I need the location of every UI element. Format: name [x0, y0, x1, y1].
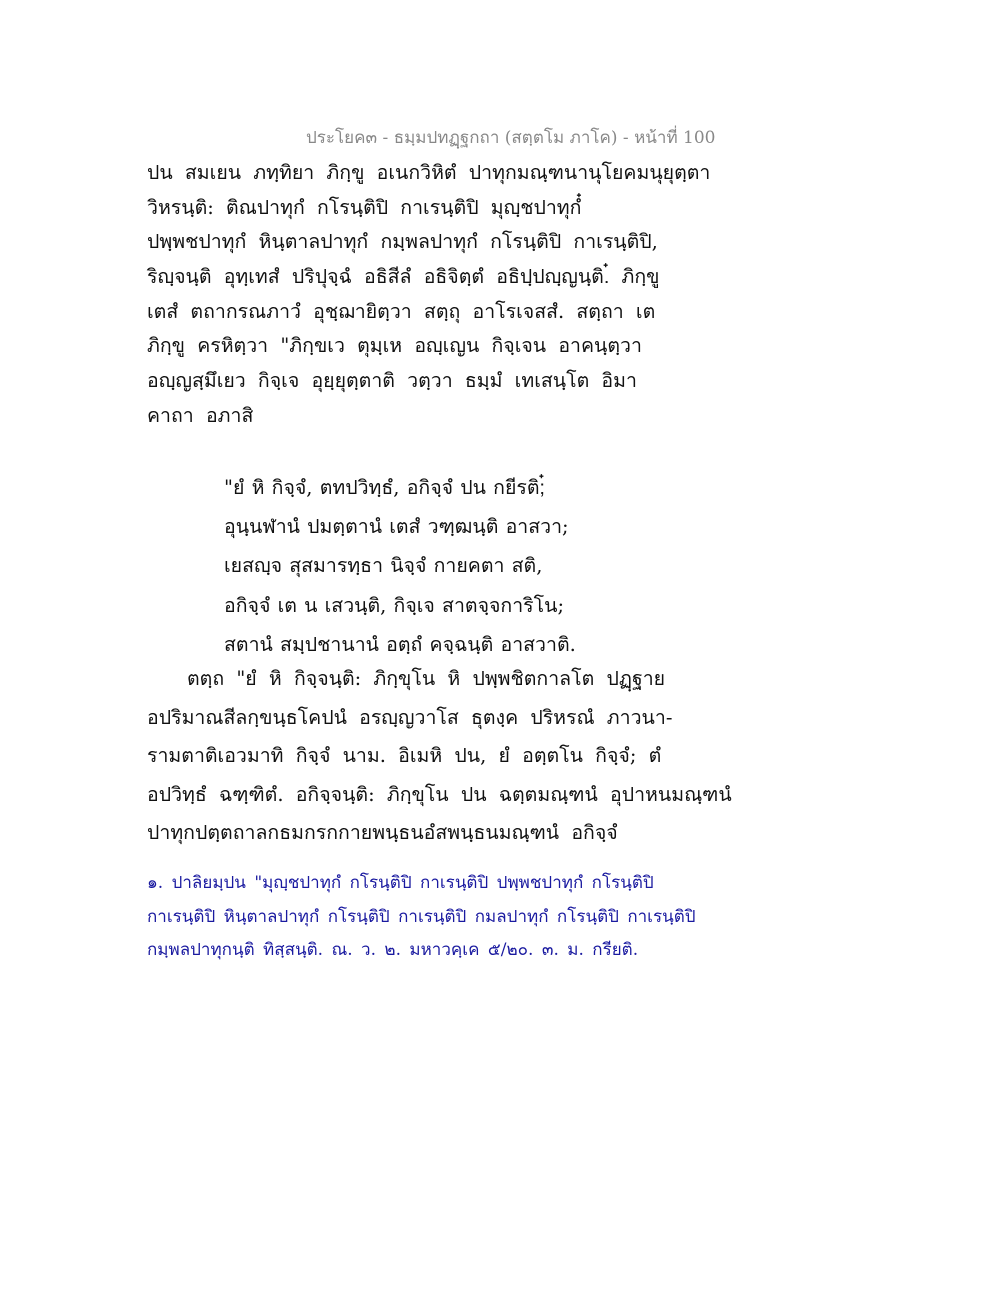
body-line: ปพฺพชปาทุกํ หินฺตาลปาทุกํ กมฺพลปาทุกํ กโรนฺติปิ กาเรนฺติปิ, — [147, 230, 658, 254]
verse-line: อุนฺนฬานํ ปมตฺตานํ เตสํ วฑฺฒนฺติ อาสวา; — [224, 515, 569, 539]
commentary-line: รามตาติเอวมาทิ กิจฺจํ นาม. อิเมหิ ปน, ยํ อตฺตโน กิจฺจํ; ตํ — [147, 744, 662, 767]
footnote-line: กาเรนฺติปิ หินฺตาลปาทุกํ กโรนฺติปิ กาเรนฺติปิ กมลปาทุกํ กโรนฺติปิ กาเรนฺติปิ — [147, 906, 696, 927]
body-line: เตสํ ตถากรณภาวํ อุชฺฌายิตฺวา สตฺถุ อาโรเจสสํ. สตฺถา เต — [147, 299, 656, 323]
footnote-line: กมฺพลปาทุกนฺติ ทิสฺสนฺติ. ณ. ว. ๒. มหาวคฺเค ๕/๒๐. ๓. ม. กรียติ. — [147, 940, 639, 960]
verse-line: เยสญฺจ สุสมารทฺธา นิจฺจํ กายคตา สติ, — [224, 554, 543, 578]
verse-line: อกิจฺจํ เต น เสวนฺติ, กิจฺเจ สาตจฺจการิโน; — [224, 593, 565, 617]
body-line: อญฺญสฺมึเยว กิจฺเจ อุยฺยุตฺตาติ วตฺวา ธมฺมํ เทเสนฺโต อิมา — [147, 369, 637, 393]
body-line: ภิกฺขู ครหิตฺวา "ภิกฺขเว ตุมฺเห อญฺเญน กิจฺเจน อาคนฺตฺวา — [147, 334, 642, 358]
body-line: ปน สมเยน ภทฺทิยา ภิกฺขู อเนกวิหิตํ ปาทุกมณฺฑนานุโยคมนุยุตฺตา — [147, 161, 711, 184]
commentary-line: ตตฺถ "ยํ หิ กิจฺจนฺติ: ภิกฺขุโน หิ ปพฺพชิตกาลโต ปฏฺฐาย — [187, 667, 666, 690]
verse-line: สตานํ สมฺปชานานํ อตฺถํ คจฺฉนฺติ อาสวาติ. — [224, 632, 576, 656]
commentary-line: ปาทุกปตฺตถาลกธมกรกกายพนฺธนอํสพนฺธนมณฺฑนํ อกิจฺจํ — [147, 821, 618, 844]
body-line: วิหรนฺติ: ติณปาทุกํ กโรนฺติปิ กาเรนฺติปิ มุญฺชปาทุกํ๋ — [147, 195, 582, 219]
commentary-line: อปริมาณสีลกฺขนฺธโคปนํ อรญฺญวาโส ธุตงฺค ปริหรณํ ภาวนา- — [147, 705, 673, 729]
verse-block — [224, 468, 684, 664]
body-paragraph — [147, 156, 767, 434]
commentary-paragraph — [147, 660, 767, 853]
body-line: คาถา อภาสิ — [147, 403, 254, 427]
footnote-block — [147, 867, 767, 968]
commentary-line: อปวิทฺธํ ฉฑฺฑิตํ. อกิจฺจนฺติ: ภิกฺขุโน ปน ฉตฺตมณฺฑนํ อุปาหนมณฺฑนํ — [147, 782, 732, 806]
body-line: ริญฺจนฺติ อุทฺเทสํ ปริปุจฺฉํ อธิสีลํ อธิจิตฺตํ อธิปฺปญฺญนฺติ.๋ ภิกฺขู — [147, 265, 660, 289]
verse-line: "ยํ หิ กิจฺจํ, ตทปวิทฺธํ, อกิจฺจํ ปน กยีรติ;๋ — [224, 476, 545, 499]
running-head: ประโยค๓ - ธมฺมปทฏฺฐกถา (สตฺตโม ภาโค) - หน้าที่ 100 — [306, 128, 716, 148]
footnote-line: ๑. ปาลิยมฺปน "มุญฺชปาทุกํ กโรนฺติปิ กาเรนฺติปิ ปพฺพชปาทุกํ กโรนฺติปิ — [147, 873, 654, 893]
